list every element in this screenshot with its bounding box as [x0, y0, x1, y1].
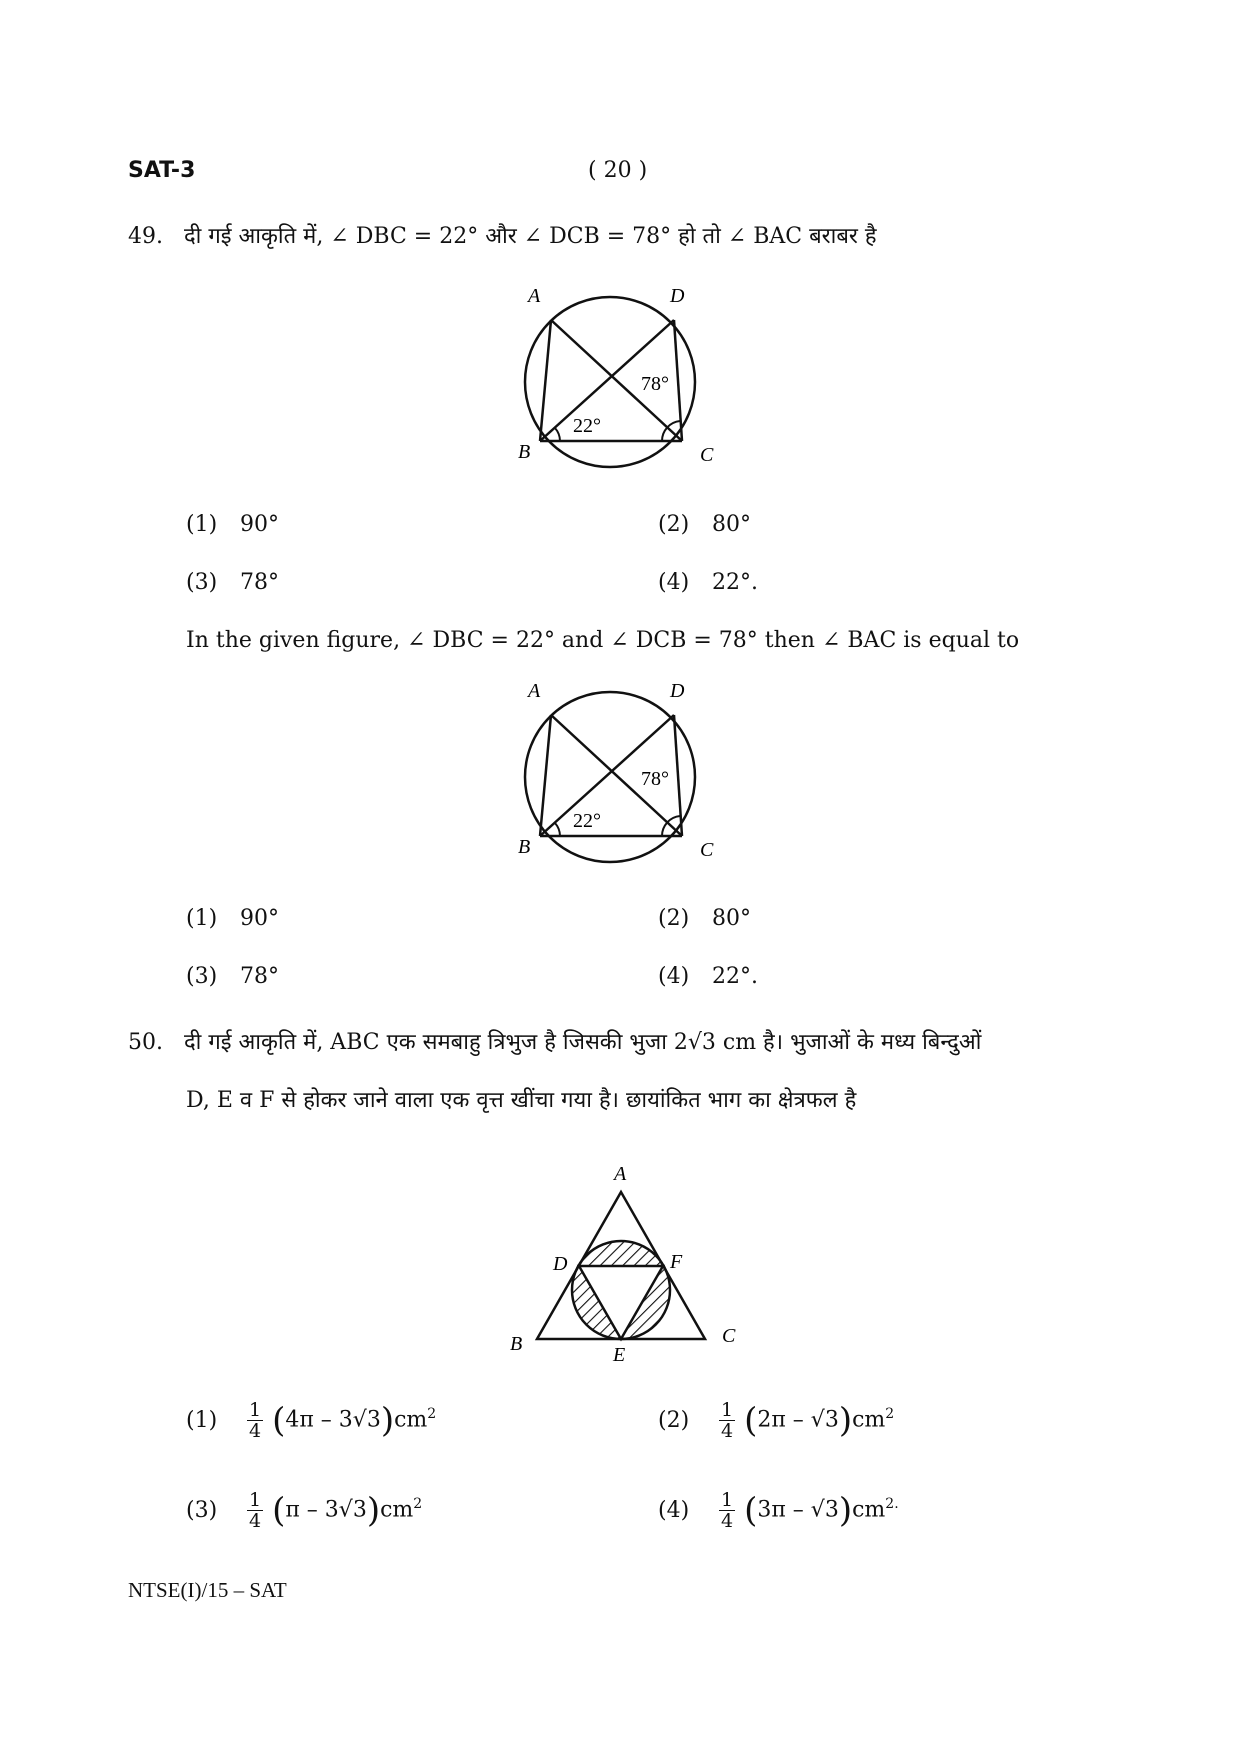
label-D: D — [670, 680, 685, 702]
q50-option-4[interactable]: (4) $\frac{1}{4}$ $(3\pi - √3)cm^{2.}$ — [658, 1489, 899, 1532]
page-number: ( 20 ) — [588, 158, 648, 183]
angle-22: 22° — [573, 415, 601, 437]
q49-en-option-3[interactable]: (3) 78° — [186, 964, 279, 989]
label-D: D — [670, 285, 685, 307]
label-C: C — [700, 444, 714, 466]
q49-en-option-2[interactable]: (2) 80° — [658, 906, 751, 931]
q50-hindi-line1: दी गई आकृति में, ABC एक समबाहु त्रिभुज है जिसकी भुजा 2√3 cm है। भुजाओं के मध्य बिन्दुओं — [184, 1030, 982, 1055]
label-C: C — [700, 839, 714, 861]
angle-78: 78° — [641, 373, 669, 395]
q50-figure — [500, 1150, 750, 1365]
label-B: B — [518, 836, 531, 858]
q49-text-hindi — [128, 220, 877, 250]
q49-option-2[interactable]: (2) 80° — [658, 512, 751, 537]
label-E: E — [613, 1344, 626, 1365]
q50-option-1[interactable]: (1) $\frac{1}{4}$ $(4\pi - 3√3)cm^2$ — [186, 1399, 437, 1442]
q49-english: In the given figure, ∠ DBC = 22° and ∠ DCB = 78° then ∠ BAC is equal to — [186, 628, 1020, 653]
paper-code: SAT-3 — [128, 158, 196, 183]
q50-text-line1 — [128, 1026, 981, 1056]
q49-hindi: दी गई आकृति में, ∠ DBC = 22° और ∠ DCB = 78° हो तो ∠ BAC बराबर है — [184, 224, 877, 249]
label-A: A — [528, 680, 541, 702]
label-A: A — [528, 285, 541, 307]
q49-number: 49. — [128, 224, 163, 249]
label-F: F — [670, 1251, 683, 1273]
q50-hindi-line2: D, E व F से होकर जाने वाला एक वृत्त खींचा गया है। छायांकित भाग का क्षेत्रफल है — [186, 1088, 857, 1113]
q49-figure-english — [510, 675, 740, 865]
label-B: B — [510, 1333, 523, 1355]
q50-number: 50. — [128, 1030, 163, 1055]
label-C: C — [722, 1325, 736, 1347]
q49-option-3[interactable]: (3) 78° — [186, 570, 279, 595]
angle-78: 78° — [641, 768, 669, 790]
q50-option-3[interactable]: (3) $\frac{1}{4}$ $(\pi - 3√3)cm^2$ — [186, 1489, 423, 1532]
q50-option-2[interactable]: (2) $\frac{1}{4}$ $(2\pi - √3)cm^2$ — [658, 1399, 895, 1442]
q49-option-4[interactable]: (4) 22°. — [658, 570, 758, 595]
q49-figure-hindi — [510, 280, 740, 470]
q49-en-option-1[interactable]: (1) 90° — [186, 906, 279, 931]
q49-option-1[interactable]: (1) 90° — [186, 512, 279, 537]
label-D: D — [553, 1253, 568, 1275]
angle-22: 22° — [573, 810, 601, 832]
footer-code: NTSE(I)/15 – SAT — [128, 1578, 287, 1602]
label-A: A — [614, 1163, 627, 1185]
q49-en-option-4[interactable]: (4) 22°. — [658, 964, 758, 989]
label-B: B — [518, 441, 531, 463]
